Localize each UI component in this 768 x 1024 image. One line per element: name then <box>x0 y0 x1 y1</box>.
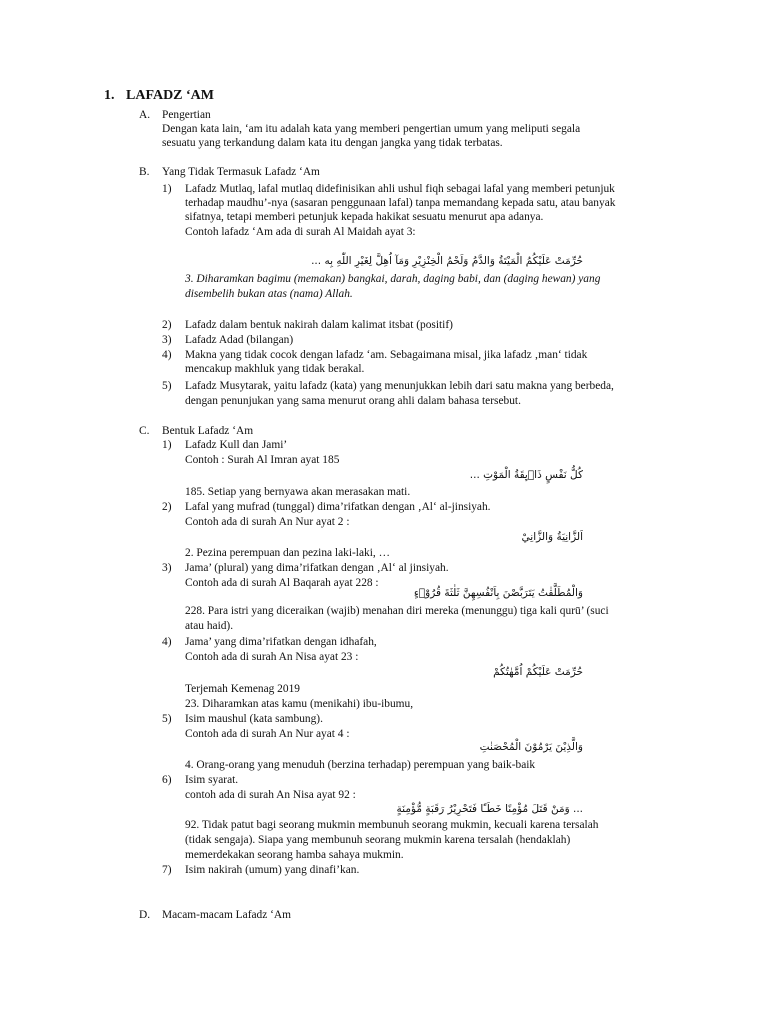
subsection-title-a: Pengertian <box>162 109 211 121</box>
list-item-line: Isim syarat. <box>185 774 239 786</box>
list-item-line: Contoh ada di surah Al Baqarah ayat 228 : <box>185 577 379 589</box>
list-number: 3) <box>162 334 172 346</box>
list-item-line: contoh ada di surah An Nisa ayat 92 : <box>185 789 356 801</box>
list-number: 2) <box>162 501 172 513</box>
verse-translation: 228. Para istri yang diceraikan (wajib) menahan diri mereka (menunggu) tiga kali qurū’ (suci <box>185 605 609 617</box>
verse-translation: disembelih bukan atas (nama) Allah. <box>185 288 353 300</box>
section-number: 1. <box>104 88 115 103</box>
list-item-line: Lafal yang mufrad (tunggal) dima’rifatkan dengan ‚Al‘ al-jinsiyah. <box>185 501 491 513</box>
arabic-verse: وَالْمُطَلَّقٰتُ يَتَرَبَّصْنَ بِاَنْفُسِهِنَّ ثَلٰثَةَ قُرُوْۤءٍ <box>413 587 583 599</box>
arabic-verse: اَلزَّانِيَةُ وَالزَّانِيْ <box>521 531 583 543</box>
verse-translation: 4. Orang-orang yang menuduh (berzina terhadap) perempuan yang baik-baik <box>185 759 536 771</box>
verse-translation: memerdekakan seorang hamba sahaya mukmin. <box>185 849 404 861</box>
list-item-line: Lafadz Kull dan Jami’ <box>185 439 288 451</box>
verse-translation: 185. Setiap yang bernyawa akan merasakan mati. <box>185 486 411 498</box>
list-item-line: Contoh lafadz ‘Am ada di surah Al Maidah ayat 3: <box>185 226 416 238</box>
verse-translation: 3. Diharamkan bagimu (memakan) bangkai, darah, daging babi, dan (daging hewan) yang <box>185 273 601 285</box>
list-number: 2) <box>162 319 172 331</box>
subsection-title-b: Yang Tidak Termasuk Lafadz ‘Am <box>162 166 320 178</box>
verse-translation: 92. Tidak patut bagi seorang mukmin membunuh seorang mukmin, kecuali karena tersalah <box>185 819 599 831</box>
subsection-letter-c: C. <box>139 425 150 437</box>
list-item-line: Isim maushul (kata sambung). <box>185 713 323 725</box>
list-item-line: sifatnya, tetapi memberi petunjuk kepada hakikat sesuatu menurut apa adanya. <box>185 211 544 223</box>
verse-translation: 2. Pezina perempuan dan pezina laki-laki, … <box>185 547 390 559</box>
list-item-line: Contoh ada di surah An Nur ayat 4 : <box>185 728 350 740</box>
list-item-line: Contoh ada di surah An Nisa ayat 23 : <box>185 651 359 663</box>
list-item-line: Isim nakirah (umum) yang dinafi’kan. <box>185 864 360 876</box>
list-item-line: Lafadz Mutlaq, lafal mutlaq didefinisikan ahli ushul fiqh sebagai lafal yang memberi petunjuk <box>185 183 615 195</box>
translation-source: Terjemah Kemenag 2019 <box>185 683 300 695</box>
list-item-line: Lafadz dalam bentuk nakirah dalam kalimat itsbat (positif) <box>185 319 453 331</box>
list-item-line: Lafadz Adad (bilangan) <box>185 334 294 346</box>
subsection-title-d: Macam-macam Lafadz ‘Am <box>162 909 292 921</box>
paragraph-line: Dengan kata lain, ‘am itu adalah kata yang memberi pengertian umum yang meliputi segala <box>162 123 581 135</box>
arabic-verse: كُلُّ نَفْسٍ ذَاۤىِٕقَةُ الْمَوْتِ ... <box>469 469 583 481</box>
list-item-line: Makna yang tidak cocok dengan lafadz ‘am. Sebagaimana misal, jika lafadz ‚man‘ tidak <box>185 349 588 361</box>
list-number: 5) <box>162 380 172 392</box>
list-number: 4) <box>162 636 172 648</box>
subsection-title-c: Bentuk Lafadz ‘Am <box>162 425 254 437</box>
list-item-line: dengan penunjukan yang sama menurut orang ahli dalam bahasa tersebut. <box>185 395 521 407</box>
list-number: 7) <box>162 864 172 876</box>
verse-translation: 23. Diharamkan atas kamu (menikahi) ibu-ibumu, <box>185 698 414 710</box>
list-item-line: Contoh ada di surah An Nur ayat 2 : <box>185 516 350 528</box>
subsection-letter-d: D. <box>139 909 151 921</box>
list-item-line: mencakup makhluk yang tidak berakal. <box>185 363 365 375</box>
arabic-verse: وَالَّذِيْنَ يَرْمُوْنَ الْمُحْصَنٰتِ <box>479 741 583 753</box>
list-item-line: Jama’ yang dima’rifatkan dengan idhafah, <box>185 636 377 648</box>
subsection-letter-a: A. <box>139 109 151 121</box>
list-item-line: terhadap maudhu’-nya (sasaran penggunaan lafal) tanpa memandang kepada satu, atau banyak <box>185 197 616 209</box>
arabic-verse: حُرِّمَتْ عَلَيْكُمُ الْمَيْتَةُ وَالدَّمُ وَلَحْمُ الْخِنْزِيْرِ وَمَآ اُهِلَّ لِغَيْرِ اللّٰهِ بِه ... <box>311 255 583 267</box>
list-number: 6) <box>162 774 172 786</box>
list-item-line: Contoh : Surah Al Imran ayat 185 <box>185 454 340 466</box>
list-number: 1) <box>162 183 172 195</box>
list-item-line: Jama’ (plural) yang dima’rifatkan dengan ‚Al‘ al jinsiyah. <box>185 562 449 574</box>
arabic-verse: ... وَمَنْ قَتَلَ مُؤْمِنًا خَطَـًٔا فَتَحْرِيْرُ رَقَبَةٍ مُّؤْمِنَةٍ <box>396 803 583 815</box>
paragraph-line: sesuatu yang terkandung dalam kata itu dengan jangka yang tidak terbatas. <box>162 137 503 149</box>
list-number: 5) <box>162 713 172 725</box>
list-number: 4) <box>162 349 172 361</box>
verse-translation: atau haid). <box>185 620 234 632</box>
subsection-letter-b: B. <box>139 166 150 178</box>
list-number: 3) <box>162 562 172 574</box>
section-title: LAFADZ ‘AM <box>126 88 215 103</box>
list-item-line: Lafadz Musytarak, yaitu lafadz (kata) yang menunjukkan lebih dari satu makna yang berbeda, <box>185 380 614 392</box>
verse-translation: (tidak sengaja). Siapa yang membunuh seorang mukmin karena tersalah (hendaklah) <box>185 834 571 846</box>
list-number: 1) <box>162 439 172 451</box>
arabic-verse: حُرِّمَتْ عَلَيْكُمْ اُمَّهٰتُكُمْ <box>493 666 583 678</box>
